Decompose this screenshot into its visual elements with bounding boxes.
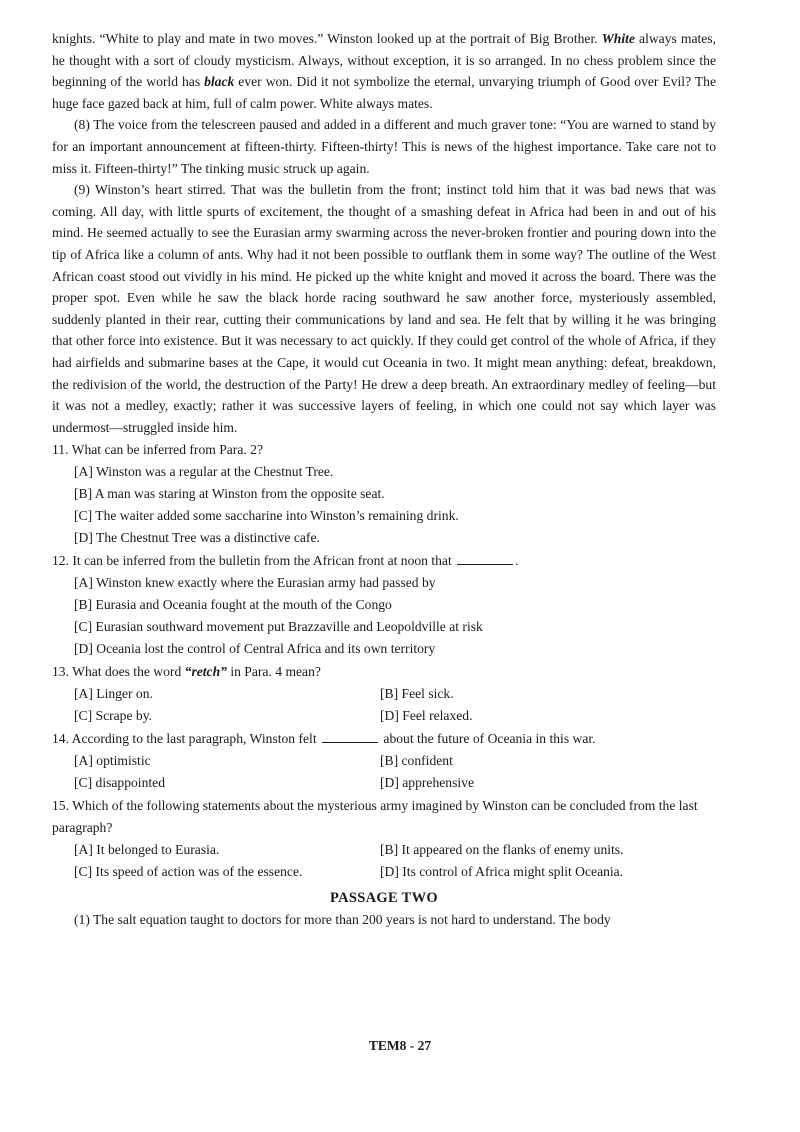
paragraph-text: ever won. Did it not symbolize the eternal, unvarying triumph of Good over Evil? The huge face gazed back at him, full of calm power. White always mates. [52, 74, 716, 111]
stem-text: . [515, 553, 519, 569]
question-options [52, 839, 716, 883]
option-a: [A] Linger on. [74, 686, 153, 702]
answer-blank [457, 564, 513, 565]
paragraph-text: knights. “White to play and mate in two moves.” Winston looked up at the portrait of Big Brother. [52, 31, 602, 46]
option-c: [C] Scrape by. [74, 708, 153, 724]
option-a: [A] It belonged to Eurasia. [74, 842, 220, 858]
option-b: [B] It appeared on the flanks of enemy units. [380, 842, 624, 858]
option-a: [A] optimistic [74, 753, 151, 769]
question-stem [52, 550, 716, 572]
question-13 [52, 661, 716, 727]
paragraph-8: (8) The voice from the telescreen paused and added in a different and much graver tone: “You are warned to stand by for an important announcement at fifteen-thirty. Fifteen-thirty! This is news of the highest importance. Take care not to miss it. Fifteen-thirty!” The tinking music struck up again. [52, 117, 716, 176]
passage-two-paragraph-1: (1) The salt equation taught to doctors for more than 200 years is not hard to understand. The body [74, 912, 611, 928]
option-c: [C] disappointed [74, 775, 165, 791]
emphasis-white: White [601, 31, 635, 46]
question-12 [52, 550, 716, 660]
answer-blank [322, 742, 378, 743]
option-b: [B] confident [380, 753, 453, 769]
stem-text: 12. It can be inferred from the bulletin from the African front at noon that [52, 553, 452, 569]
stem-text: 13. What does the word [52, 664, 185, 680]
option-d: [D] The Chestnut Tree was a distinctive cafe. [74, 530, 320, 546]
question-stem: 11. What can be inferred from Para. 2? [52, 442, 263, 458]
option-a: [A] Winston knew exactly where the Eurasian army had passed by [74, 575, 436, 591]
option-d: [D] Feel relaxed. [380, 708, 473, 724]
option-d: [D] Oceania lost the control of Central Africa and its own territory [74, 641, 436, 657]
paragraph-9: (9) Winston’s heart stirred. That was the bulletin from the front; instinct told him that it was bad news that was coming. All day, with little spurts of excitement, the thought of a smashing defeat in Africa had been in and out of his mind. He seemed actually to see the Eurasian army swarming across the never-broken frontier and pouring down into the tip of Africa like a column of ants. Why had it not been possible to outflank them in some way? The outline of the West African coast stood out vividly in his mind. He picked up the white knight and moved it across the board. There was the proper spot. Even while he saw the black horde racing southward he saw another force, mysteriously assembled, suddenly planted in their rear, cutting their communications by land and sea. He felt that by willing it he was bringing that other force into existence. But it was necessary to act quickly. If they could get control of the whole of Africa, if they had airfields and submarine bases at the Cape, it would cut Oceania in two. It might mean anything: defeat, breakdown, the redivision of the world, the destruction of the Party! He drew a deep breath. An extraordinary medley of feeling—but it was not a medley, exactly; rather it was successive layers of feeling, in which one could not say which layer was undermost—struggled inside him. [52, 182, 716, 435]
stem-text: in Para. 4 mean? [226, 664, 321, 680]
stem-text: about the future of Oceania in this war. [383, 731, 596, 747]
option-c: [C] The waiter added some saccharine into Winston’s remaining drink. [74, 508, 459, 524]
option-a: [A] Winston was a regular at the Chestnut Tree. [74, 464, 334, 480]
emphasis-retch: “retch” [184, 664, 227, 680]
option-b: [B] Eurasia and Oceania fought at the mouth of the Congo [74, 597, 392, 613]
question-stem [52, 661, 716, 683]
question-options [52, 683, 716, 727]
question-options [52, 461, 716, 549]
option-d: [D] apprehensive [380, 775, 474, 791]
question-11 [52, 439, 716, 549]
page-footer: TEM8 - 27 [368, 1038, 432, 1053]
passage-two-title: PASSAGE TWO [330, 890, 438, 907]
option-b: [B] Feel sick. [380, 686, 454, 702]
question-14 [52, 728, 716, 794]
option-b: [B] A man was staring at Winston from the opposite seat. [74, 486, 385, 502]
option-c: [C] Its speed of action was of the essence. [74, 864, 303, 880]
question-options [52, 572, 716, 660]
emphasis-black: black [204, 74, 235, 90]
question-stem: 15. Which of the following statements about the mysterious army imagined by Winston can be concluded from the last paragraph? [52, 798, 698, 836]
question-stem [52, 728, 716, 750]
option-c: [C] Eurasian southward movement put Brazzaville and Leopoldville at risk [74, 619, 483, 635]
question-options [52, 750, 716, 794]
stem-text: 14. According to the last paragraph, Winston felt [52, 731, 317, 747]
paragraph-7-end [52, 28, 716, 114]
option-d: [D] Its control of Africa might split Oceania. [380, 864, 624, 880]
paragraph-text: always mates, he thought with a sort of cloudy mysticism. Always, without exception, it is so arranged. In no chess problem since the beginning of the world has [52, 31, 716, 90]
question-15 [52, 795, 716, 883]
